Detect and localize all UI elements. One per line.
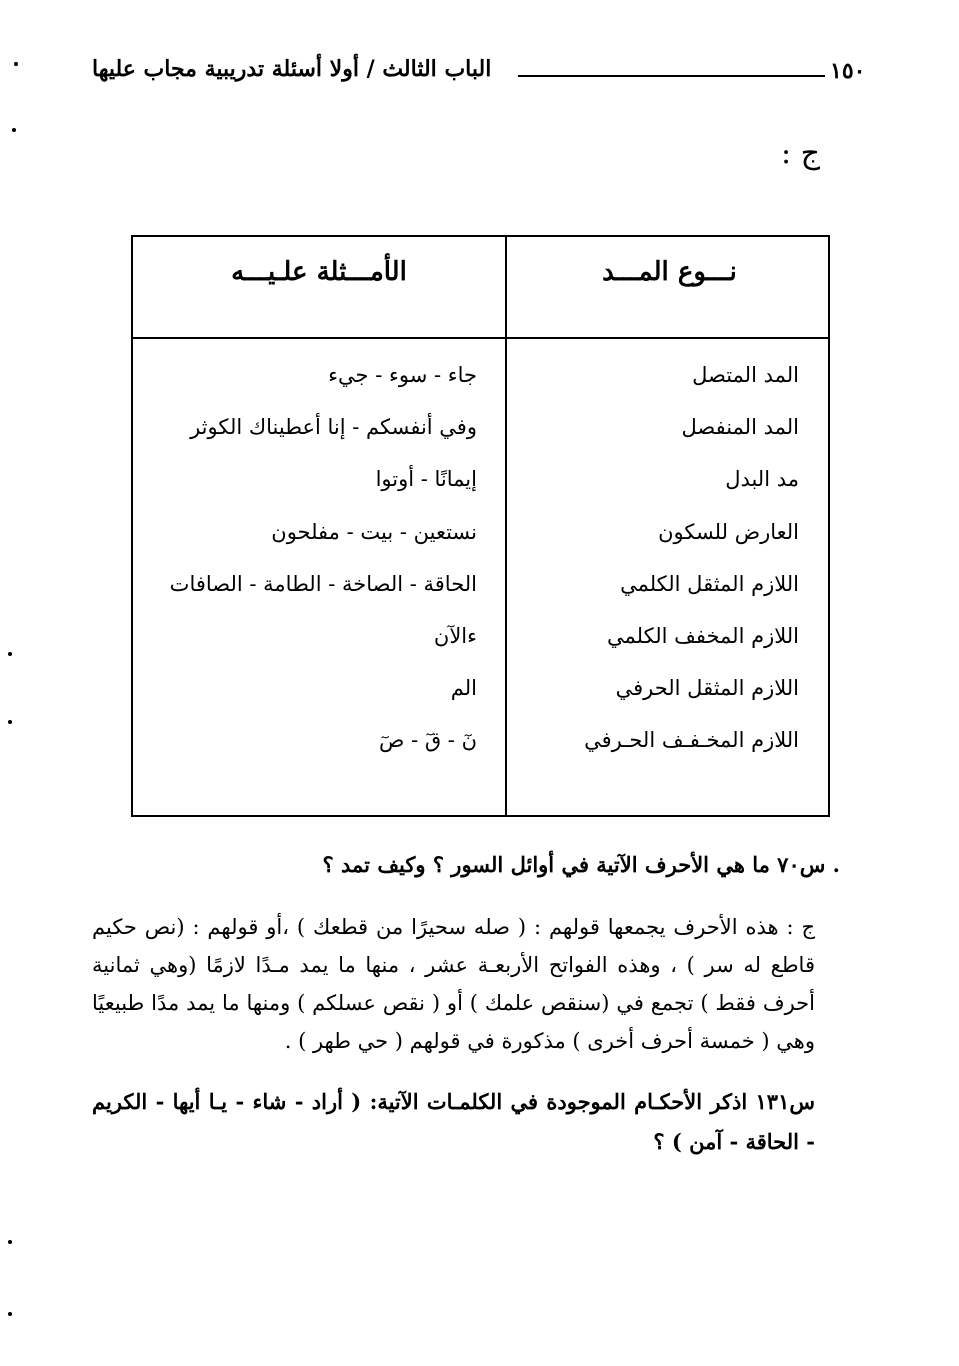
answer-70: ج : هذه الأحرف يجمعها قولهم : ( صله سحيرًا من قطعك ) ،أو قولهم : (نص حكيم قاطع له سر ) ، وهذه الفواتح الأربعـة عشر ، منها ما يمد مـدًا لازمًا (وهي ثمانية أحرف فقط ) تجمع في (سنقص علمك ) أو ( نقص عسلكم ) ومنها ما يمد مدًا طبيعيًا وهي ( خمسة أحرف أخرى ) مذكورة في قولهم ( حي طهر ) . <box>92 915 815 1053</box>
scan-speck <box>14 62 18 66</box>
scan-speck <box>8 720 12 724</box>
madd-type-cell: المد المنفصل <box>681 415 799 440</box>
question-70: . س٧٠ ما هي الأحرف الآتية في أوائل السور ؟ وكيف تمد ؟ <box>322 852 840 877</box>
scan-speck <box>8 1312 12 1316</box>
example-cell: جاء - سوء - جيء <box>328 363 477 387</box>
header-madd-type: نـــوع المـــد <box>602 257 737 287</box>
question-131: س١٣١ اذكر الأحكـام الموجودة في الكلمـات الآتية: ( أراد - شاء - يـا أيها - الكريم - الحاقة - آمن ) ؟ <box>92 1089 815 1154</box>
example-cell: نستعين - بيت - مفلحون <box>271 519 477 544</box>
header-examples: الأمـــثلة علـيـــه <box>231 257 407 287</box>
example-cell: الم <box>450 676 477 701</box>
scan-speck <box>8 652 12 656</box>
madd-type-cell: مد البدل <box>725 467 799 492</box>
running-title: الباب الثالث / أولا أسئلة تدريبية مجاب عليها <box>92 56 492 82</box>
madd-type-column <box>517 355 799 773</box>
scan-speck <box>12 128 16 132</box>
header-rule <box>518 75 825 77</box>
madd-type-cell: اللازم المثقل الكلمي <box>620 571 799 596</box>
madd-type-cell: العارض للسكون <box>658 519 799 544</box>
table-header-divider <box>133 337 828 339</box>
scan-speck <box>8 1240 12 1244</box>
answer-label: ج : <box>780 136 820 171</box>
example-cell: إيمانًا - أوتوا <box>375 467 477 492</box>
example-cell: وفي أنفسكم - إنا أعطيناك الكوثر <box>190 415 477 440</box>
examples-column <box>141 355 477 773</box>
madd-type-cell: اللازم المخـفـف الحـرفي <box>584 728 799 753</box>
madd-type-cell: اللازم المخفف الكلمي <box>607 623 799 648</box>
example-cell: ءالآن <box>433 623 477 648</box>
madd-type-cell: المد المتصل <box>692 363 799 387</box>
madd-types-table <box>131 235 830 817</box>
table-column-divider <box>505 237 507 815</box>
madd-type-cell: اللازم المثقل الحرفي <box>615 676 799 701</box>
page-number: ١٥٠ <box>830 58 866 84</box>
example-cell: نٓ - قٓ - صٓ <box>379 728 477 753</box>
example-cell: الحاقة - الصاخة - الطامة - الصافات <box>169 571 477 596</box>
